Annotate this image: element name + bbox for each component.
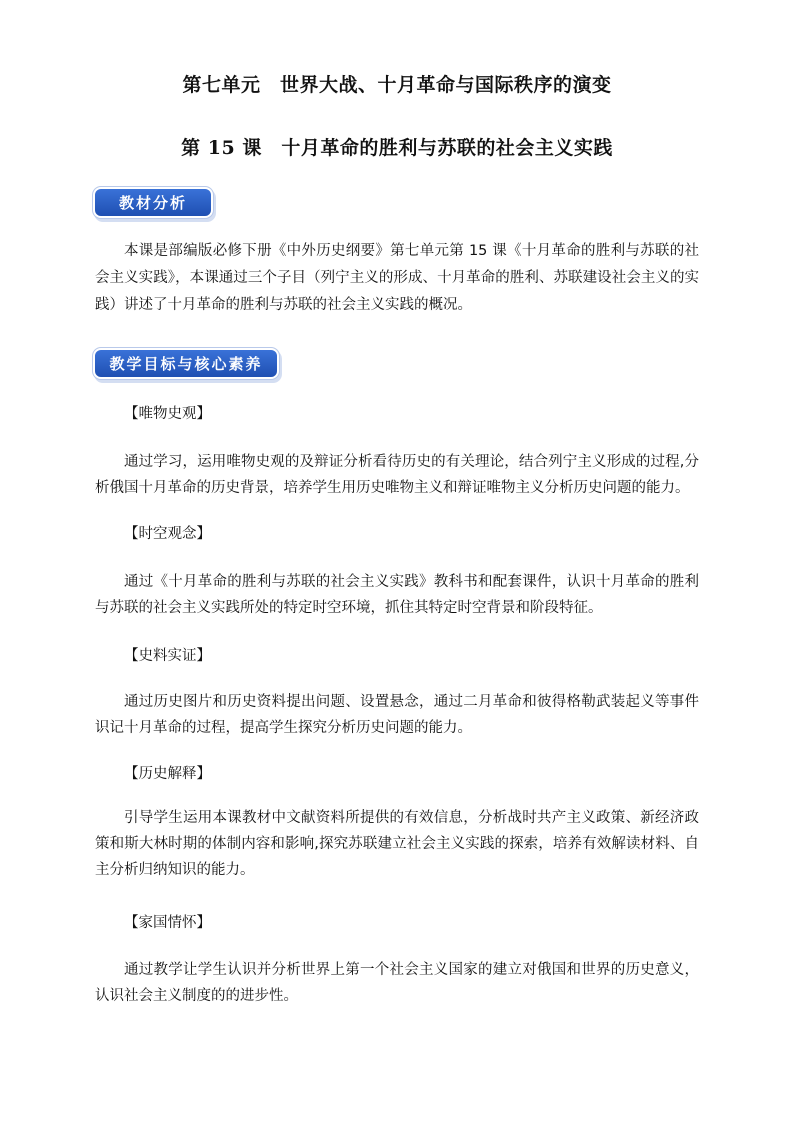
- section-text-space-time: 通过《十月革命的胜利与苏联的社会主义实践》教科书和配套课件，认识十月革命的胜利与苏联的社会主义实践所处的特定时空环境，抓住其特定时空背景和阶段特征。: [95, 574, 699, 616]
- unit-title: 第七单元 世界大战、十月革命与国际秩序的演变: [182, 74, 612, 96]
- section-label-interpretation: 【历史解释】: [124, 766, 211, 782]
- lesson-title: 第 15 课 十月革命的胜利与苏联的社会主义实践: [181, 137, 613, 159]
- section-label-space-time: 【时空观念】: [124, 526, 211, 542]
- section-text-patriotism: 通过教学让学生认识并分析世界上第一个社会主义国家的建立对俄国和世界的历史意义，认识社会主义制度的的进步性。: [95, 962, 699, 1004]
- objectives-badge: 教学目标与核心素养: [95, 350, 277, 377]
- section-label-historical-materialism: 【唯物史观】: [124, 406, 211, 422]
- section-text-evidence: 通过历史图片和历史资料提出问题、设置悬念，通过二月革命和彼得格勒武装起义等事件识记十月革命的过程，提高学生探究分析历史问题的能力。: [95, 694, 699, 736]
- textbook-analysis-badge: 教材分析: [95, 189, 211, 216]
- section-label-patriotism: 【家国情怀】: [124, 915, 211, 931]
- textbook-analysis-text: 本课是部编版必修下册《中外历史纲要》第七单元第 15 课《十月革命的胜利与苏联的社会主义实践》，本课通过三个子目（列宁主义的形成、十月革命的胜利、苏联建设社会主义的实践）讲述了十月革命的胜利与苏联的社会主义实践的概况。: [95, 243, 699, 313]
- section-label-evidence: 【史料实证】: [124, 648, 211, 664]
- section-text-interpretation: 引导学生运用本课教材中文献资料所提供的有效信息，分析战时共产主义政策、新经济政策和斯大林时期的体制内容和影响,探究苏联建立社会主义实践的探索，培养有效解读材料、自主分析归纳知识的能力。: [95, 810, 699, 878]
- section-text-historical-materialism: 通过学习，运用唯物史观的及辩证分析看待历史的有关理论，结合列宁主义形成的过程,分析俄国十月革命的历史背景，培养学生用历史唯物主义和辩证唯物主义分析历史问题的能力。: [95, 454, 699, 496]
